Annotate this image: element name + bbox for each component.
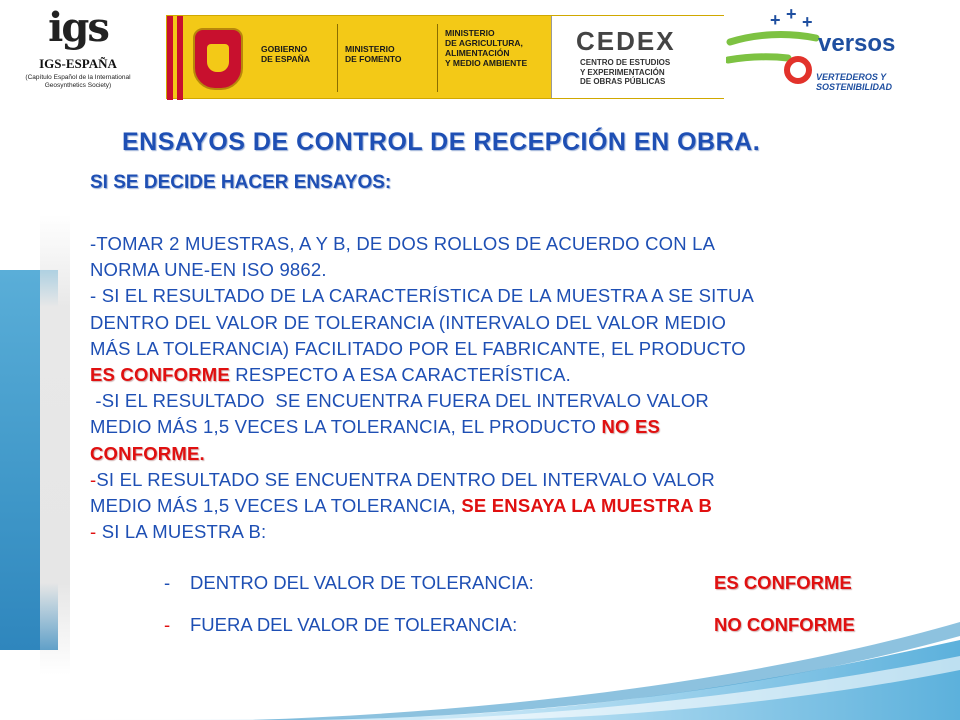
body-line: -SI EL RESULTADO SE ENCUENTRA FUERA DEL INTERVALO VALOR xyxy=(90,390,709,412)
cedex-name: CEDEX xyxy=(576,26,676,56)
body-line xyxy=(90,467,950,493)
body-line-rest: RESPECTO A ESA CARACTERÍSTICA. xyxy=(229,364,571,386)
flag-stripe xyxy=(167,16,173,100)
condition-label: FUERA DEL VALOR DE TOLERANCIA: xyxy=(190,614,518,635)
result-label: ES CONFORME xyxy=(714,572,852,593)
body-line: DENTRO DEL VALOR DE TOLERANCIA (INTERVALO DEL VALOR MEDIO xyxy=(90,311,727,333)
red-dash: - xyxy=(90,521,97,543)
plus-icon: + xyxy=(770,10,781,30)
section-subtitle: SI SE DECIDE HACER ENSAYOS: xyxy=(90,172,392,193)
red-dash: - xyxy=(90,468,97,490)
conforme-highlight: CONFORME. xyxy=(90,442,205,464)
versos-word: versos xyxy=(818,30,896,57)
divider xyxy=(337,24,338,92)
fomento-label: MINISTERIO DE FOMENTO xyxy=(345,44,402,64)
body-line-text: MEDIO MÁS 1,5 VECES LA TOLERANCIA, EL PRODUCTO xyxy=(90,416,602,438)
body-line xyxy=(90,493,950,519)
ensaya-muestra-b-highlight: SE ENSAYA LA MUESTRA B xyxy=(461,495,713,517)
body-text xyxy=(90,231,950,545)
flag-stripe xyxy=(177,16,183,100)
body-line xyxy=(90,441,950,467)
page-title: ENSAYOS DE CONTROL DE RECEPCIÓN EN OBRA. xyxy=(122,128,761,156)
igs-name: IGS-ESPAÑA xyxy=(39,56,117,71)
result-label: NO CONFORME xyxy=(714,614,855,635)
bullet-dash: - xyxy=(164,572,171,593)
body-line xyxy=(90,414,950,440)
body-line-text: SI LA MUESTRA B: xyxy=(96,521,267,543)
body-line: - SI EL RESULTADO DE LA CARACTERÍSTICA DE LA MUESTRA A SE SITUA xyxy=(90,285,755,307)
divider xyxy=(437,24,438,92)
no-es-highlight: NO ES xyxy=(601,416,661,438)
versos-subtitle: VERTEDEROS Y SOSTENIBILIDAD xyxy=(816,72,893,92)
agricultura-label: MINISTERIO DE AGRICULTURA, ALIMENTACIÓN Y MEDIO AMBIENTE xyxy=(445,28,528,68)
es-conforme-highlight: ES CONFORME xyxy=(90,364,230,386)
body-line xyxy=(90,362,950,388)
igs-subtitle: (Capítulo Español de la International Geosynthetics Society) xyxy=(25,74,131,89)
body-line: MÁS LA TOLERANCIA) FACILITADO POR EL FABRICANTE, EL PRODUCTO xyxy=(90,337,746,359)
versos-logo xyxy=(726,4,956,104)
government-banner xyxy=(166,15,724,99)
body-line-text: MEDIO MÁS 1,5 VECES LA TOLERANCIA, xyxy=(90,495,462,517)
body-line: -TOMAR 2 MUESTRAS, A Y B, DE DOS ROLLOS DE ACUERDO CON LA xyxy=(90,233,716,254)
bullet-dash: - xyxy=(164,614,171,635)
igs-mark: igs xyxy=(48,4,108,51)
body-line-text: SI EL RESULTADO SE ENCUENTRA DENTRO DEL INTERVALO VALOR xyxy=(96,468,715,490)
coat-of-arms-icon xyxy=(193,28,243,90)
igs-espana-logo xyxy=(12,6,144,106)
body-line xyxy=(90,519,950,545)
condition-label: DENTRO DEL VALOR DE TOLERANCIA: xyxy=(190,572,534,593)
cedex-subtitle: CENTRO DE ESTUDIOS Y EXPERIMENTACIÓN DE OBRAS PÚBLICAS xyxy=(580,58,671,86)
plus-icon: + xyxy=(786,4,797,24)
gobierno-label: GOBIERNO DE ESPAÑA xyxy=(261,44,310,64)
cedex-logo xyxy=(551,16,724,98)
body-line: NORMA UNE-EN ISO 9862. xyxy=(90,259,327,281)
plus-icon: + xyxy=(802,12,813,32)
